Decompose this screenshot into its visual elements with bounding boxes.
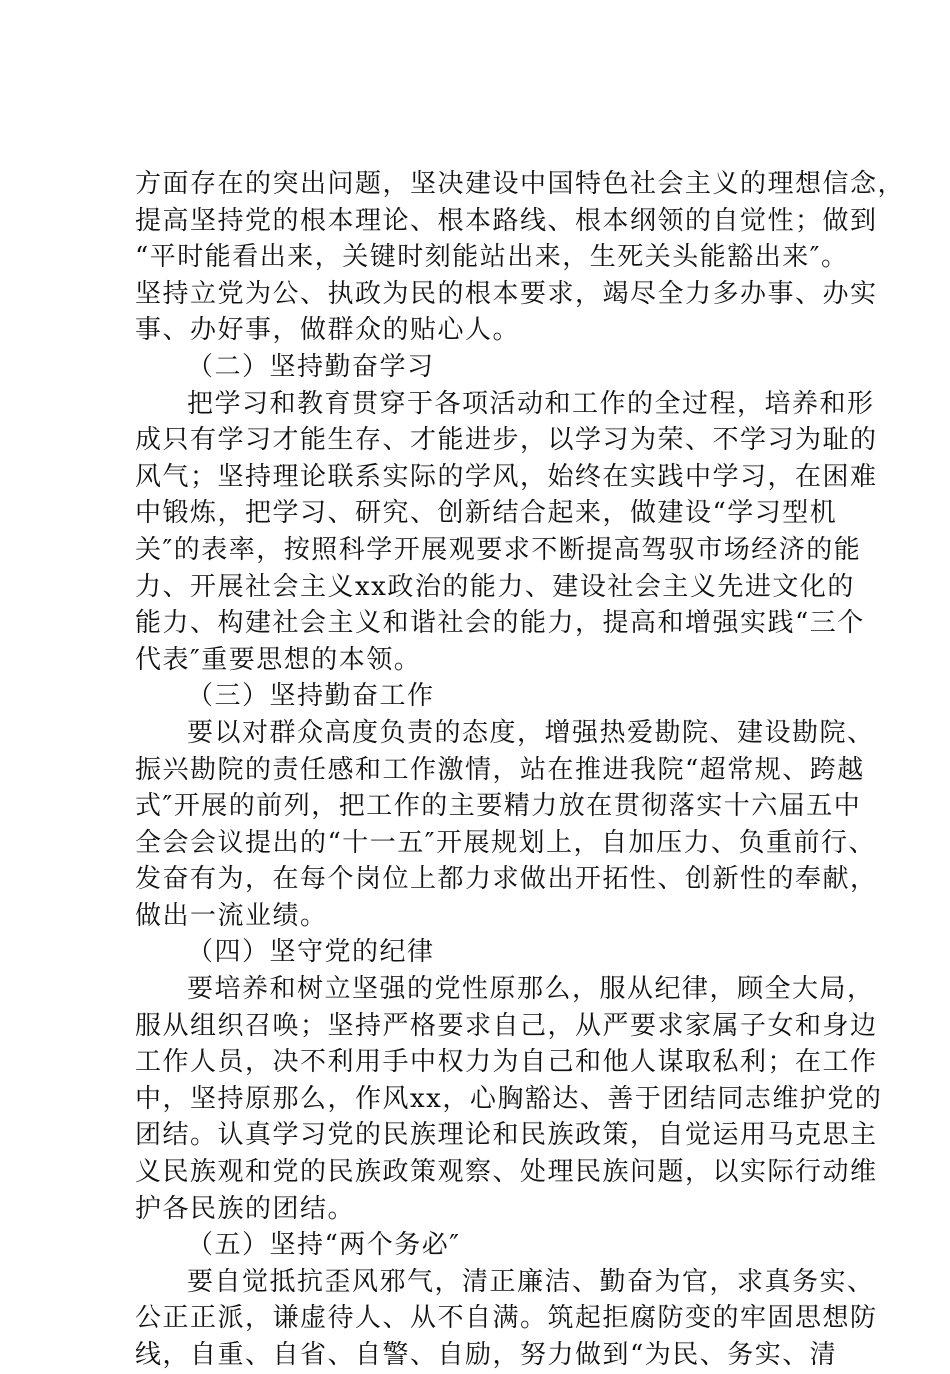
text-line: 能力、构建社会主义和谐社会的能力，提高和增强实践“三个 — [135, 608, 865, 639]
section-heading: （四）坚守党的纪律 — [187, 937, 435, 968]
text-line: 服从组织召唤；坚持严格要求自己，从严要求家属子女和身边 — [135, 1010, 878, 1041]
text-line: 做出一流业绩。 — [135, 900, 328, 931]
document-body — [135, 166, 906, 1374]
text-line: 义民族观和党的民族政策观察、处理民族问题，以实际行动维 — [135, 1157, 878, 1188]
text-line: 代表″重要思想的本领。 — [135, 644, 422, 675]
text-line: 线，自重、自省、自警、自励，努力做到“为民、务实、清 — [135, 1340, 838, 1370]
text-line: 工作人员，决不利用手中权力为自己和他人谋取私利；在工作 — [135, 1047, 878, 1078]
text-line: 风气；坚持理论联系实际的学风，始终在实践中学习，在困难 — [135, 461, 878, 492]
text-line: 发奋有为，在每个岗位上都力求做出开拓性、创新性的奉献， — [135, 864, 878, 895]
section-heading: （二）坚持勤奋学习 — [187, 351, 435, 382]
text-line: 要培养和树立坚强的党性原那么，服从纪律，顾全大局， — [187, 974, 875, 1005]
text-line: 中锻炼，把学习、研究、创新结合起来，做建设“学习型机 — [135, 498, 838, 529]
text-line: “平时能看出来，关键时刻能站出来，生死关头能豁出来″。 — [135, 242, 849, 273]
text-line: 振兴勘院的责任感和工作激情，站在推进我院“超常规、跨越 — [135, 754, 865, 785]
text-line: 坚持立党为公、执政为民的根本要求，竭尽全力多办事、办实 — [135, 278, 878, 309]
section-heading: （三）坚持勤奋工作 — [187, 681, 435, 712]
text-line: 方面存在的突出问题，坚决建设中国特色社会主义的理想信念， — [135, 169, 906, 199]
text-line: 成只有学习才能生存、才能进步，以学习为荣、不学习为耻的 — [135, 425, 878, 456]
text-line: 提高坚持党的根本理论、根本路线、根本纲领的自觉性；做到 — [135, 205, 878, 236]
section-heading: （五）坚持“两个务必″ — [187, 1230, 461, 1261]
text-line: 护各民族的团结。 — [135, 1193, 356, 1224]
text-line: 要自觉抵抗歪风邪气，清正廉洁、勤奋为官，求真务实、 — [187, 1266, 875, 1297]
text-line: 团结。认真学习党的民族理论和民族政策，自觉运用马克思主 — [135, 1120, 878, 1151]
text-line: 关″的表率，按照科学开展观要求不断提高驾驭市场经济的能 — [135, 534, 862, 565]
text-line: 力、开展社会主义xx政治的能力、建设社会主义先进文化的 — [135, 571, 855, 602]
text-line: 公正正派，谦虚待人、从不自满。筑起拒腐防变的牢固思想防 — [135, 1303, 878, 1334]
text-line: 全会会议提出的“十一五″开展规划上，自加压力、负重前行、 — [135, 827, 877, 858]
text-line: 要以对群众高度负责的态度，增强热爱勘院、建设勘院、 — [187, 717, 875, 748]
text-line: 把学习和教育贯穿于各项活动和工作的全过程，培养和形 — [187, 388, 875, 419]
text-line: 式″开展的前列，把工作的主要精力放在贯彻落实十六届五中 — [135, 791, 862, 822]
text-line: 中，坚持原那么，作风xx，心胸豁达、善于团结同志维护党的 — [135, 1083, 883, 1114]
text-line: 事、办好事，做群众的贴心人。 — [135, 315, 521, 346]
